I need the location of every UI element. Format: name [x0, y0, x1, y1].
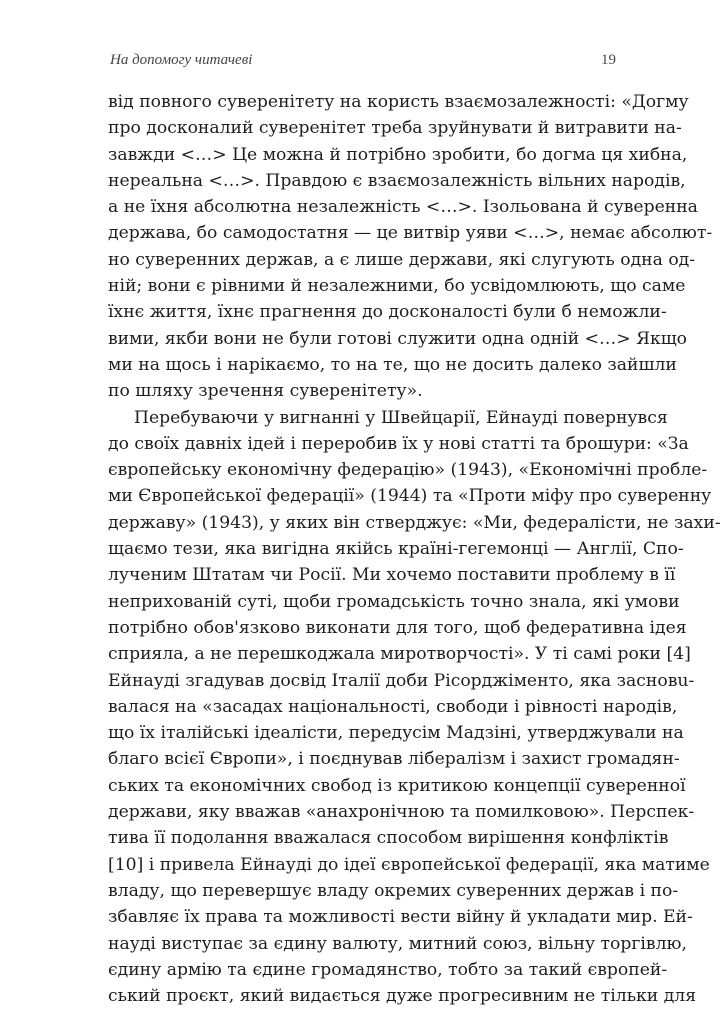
text-line: по шляху зречення суверенітету».: [108, 381, 423, 402]
text-line: ми Європейської федерації» (1944) та «Проти міфу про суверенну: [108, 486, 712, 507]
text-line: що їх італійські ідеалісти, передусім Мадзіні, утверджували на: [108, 723, 684, 744]
text-line: а не їхня абсолютна незалежність <…>. Ізольована й суверенна: [108, 197, 698, 218]
text-line: лученим Штатам чи Росії. Ми хочемо поставити проблему в її: [108, 565, 676, 586]
text-line: сприяла, а не перешкоджала миротворчості». У ті самі роки [4]: [108, 644, 691, 665]
text-line: Ейнауді згадував досвід Італії доби Рісорджіменто, яка засновu-: [108, 670, 695, 691]
text-line: завжди <…> Це можна й потрібно зробити, бо догма ця хибна,: [108, 144, 688, 165]
text-line: від повного суверенітету на користь взаємозалежності: «Догму: [108, 92, 689, 112]
page-header: [110, 52, 616, 76]
body-text: [108, 89, 721, 1009]
text-line: науді виступає за єдину валюту, митний союз, вільну торгівлю,: [108, 933, 687, 954]
text-line: ських та економічних свобод із критикою концепції суверенної: [108, 775, 686, 796]
text-line: вими, якби вони не були готові служити одна одній <…> Якщо: [108, 328, 688, 349]
text-line: валася на «засадах національності, свободи і рівності народів,: [108, 696, 678, 717]
text-line: про досконалий суверенітет треба зруйнувати й витравити на-: [108, 118, 682, 139]
text-line: потрібно обов'язково виконати для того, щоб федеративна ідея: [108, 617, 687, 638]
text-line: їхнє життя, їхнє прагнення до досконалості були б неможли-: [108, 302, 667, 323]
text-line: державу» (1943), у яких він стверджує: «Ми, федералісти, не захи-: [108, 512, 721, 533]
paragraph: [108, 405, 721, 1010]
text-line: щаємо тези, яка вигідна якійсь країні-гегемонці — Англії, Спо-: [108, 539, 684, 560]
text-line: єдину армію та єдине громадянство, тобто за такий європей-: [108, 959, 668, 980]
text-line: нереальна <…>. Правдою є взаємозалежність вільних народів,: [108, 170, 686, 191]
text-line: збавляє їх права та можливості вести війну й укладати мир. Ей-: [108, 907, 693, 928]
text-line: но суверенних держав, а є лише держави, які слугують одна од-: [108, 249, 696, 270]
text-line: благо всієї Європи», і поєднував лібералізм і захист громадян-: [108, 749, 680, 770]
text-line: європейську економічну федерацію» (1943), «Економічні пробле-: [108, 460, 708, 481]
text-line: ський проєкт, який видається дуже прогресивним не тільки для: [108, 986, 697, 1007]
text-line: тива її подолання вважалася способом вирішення конфліктів: [108, 828, 669, 849]
paragraph: [108, 89, 713, 405]
text-line: [10] і привела Ейнауді до ідеї європейської федерації, яка матиме: [108, 854, 710, 875]
text-line: неприхованій суті, щоби громадськість точно знала, які умови: [108, 591, 680, 612]
text-line: держави, яку вважав «анахронічною та помилковою». Перспек-: [108, 802, 695, 823]
text-line: держава, бо самодостатня — це витвір уяви <…>, немає абсолют-: [108, 223, 713, 244]
text-line: до своїх давніх ідей і переробив їх у нові статті та брошури: «За: [108, 433, 689, 454]
running-title: На допомогу читачеві: [110, 52, 253, 68]
page-number: 19: [601, 52, 616, 68]
text-line: ній; вони є рівними й незалежними, бо усвідомлюють, що саме: [108, 276, 686, 297]
text-line: Перебуваючи у вигнанні у Швейцарії, Ейнауді повернувся: [134, 407, 668, 428]
text-line: ми на щось і нарікаємо, то на те, що не досить далеко зайшли: [108, 354, 677, 375]
text-line: владу, що перевершує владу окремих суверенних держав і по-: [108, 880, 679, 901]
